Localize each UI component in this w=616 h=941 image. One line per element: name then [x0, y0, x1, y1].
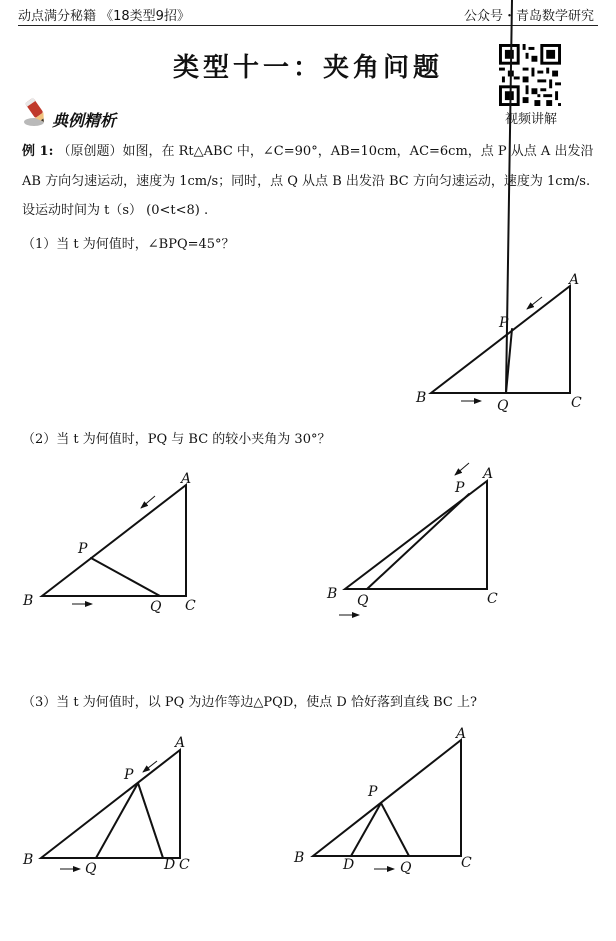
fig3a-label-c: C [179, 857, 190, 873]
fig1-label-b: B [416, 390, 427, 406]
fig2b-label-q: Q [357, 593, 369, 609]
figure-3b-triangle [313, 740, 461, 856]
fig3b-label-d: D [343, 857, 355, 873]
example-line-3: 设运动时间为 t（s） (0<t<8) . [22, 203, 209, 218]
fig3b-label-b: B [294, 850, 305, 866]
fig3a-label-b: B [23, 852, 34, 868]
arrow-p-1 [527, 297, 542, 309]
fig2a-label-q: Q [150, 599, 162, 615]
fig3a-label-q: Q [85, 861, 97, 877]
question-3: （3）当 t 为何值时，以 PQ 为边作等边△PQD，使点 D 恰好落到直线 BC 上? [22, 695, 477, 710]
example-text-1: （原创题）如图，在 Rt△ABC 中，∠C=90°，AB=10cm，AC=6cm，点 P 从点 A 出发沿 [57, 144, 594, 159]
fig2b-label-c: C [487, 591, 498, 607]
arrow-p-2a [141, 496, 155, 508]
fig3b-label-p: P [368, 784, 378, 800]
fig2b-label-p: P [455, 480, 465, 496]
fig2b-label-b: B [327, 586, 338, 602]
example-line-2: AB 方向匀速运动，速度为 1cm/s；同时，点 Q 从点 B 出发沿 BC 方向匀速运动，速度为 1cm/s. [22, 174, 591, 189]
fig1-label-q: Q [497, 398, 509, 414]
fig2a-label-a: A [181, 471, 192, 487]
fig2a-label-p: P [78, 541, 88, 557]
arrow-p-2b [455, 463, 469, 475]
fig2a-label-c: C [185, 598, 196, 614]
figure-3a-triangle [41, 750, 180, 858]
fig3b-label-a: A [456, 726, 467, 742]
qr-caption: 视频讲解 [504, 112, 557, 127]
fig3a-label-a: A [175, 735, 186, 751]
fig3a-label-p: P [124, 767, 134, 783]
section-label: 典例精析 [52, 111, 117, 130]
figure-1-triangle [431, 0, 570, 393]
fig3b-label-c: C [461, 855, 472, 871]
example-label: 例 1: [22, 144, 54, 159]
fig1-label-c: C [571, 395, 582, 411]
fig2a-label-b: B [23, 593, 34, 609]
figure-2a-triangle [42, 485, 186, 596]
page-title: 类型十一：夹角问题 [172, 53, 443, 83]
header-left-text: 动点满分秘籍 《18类型9招》 [18, 9, 190, 24]
question-1: （1）当 t 为何值时，∠BPQ=45°？ [22, 237, 235, 252]
figure-2b-triangle [345, 481, 487, 589]
fig1-label-a: A [569, 272, 580, 288]
fig3b-label-q: Q [400, 860, 412, 876]
question-2: （2）当 t 为何值时，PQ 与 BC 的较小夹角为 30°？ [22, 432, 331, 447]
header-right-text: 公众号・青岛数学研究 [463, 9, 594, 24]
fig2b-label-a: A [483, 466, 494, 482]
fig3a-label-d: D [164, 857, 176, 873]
fig1-label-p: P [499, 315, 509, 331]
